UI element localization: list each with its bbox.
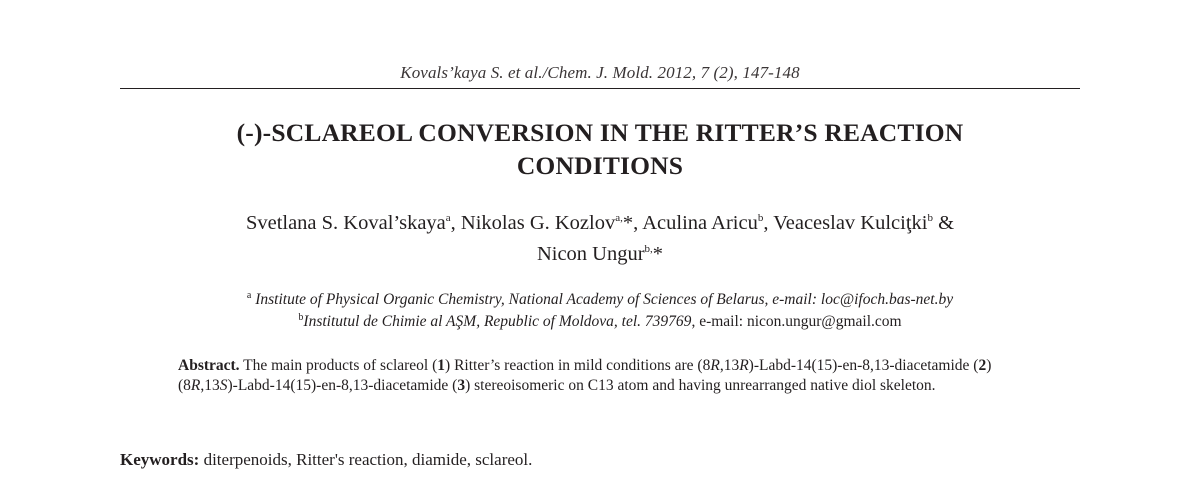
author-name: Nikolas G. Kozlov	[460, 212, 616, 234]
title-line-2: CONDITIONS	[516, 151, 684, 180]
author-separator: ,	[633, 212, 643, 234]
abstract-text: ) stereoisomeric on C13 atom and having unrearranged native diol skeleton.	[465, 376, 936, 394]
corresponding-mark: *	[652, 243, 664, 265]
corresponding-mark: *	[622, 212, 634, 234]
author-affil-mark: a,	[615, 212, 623, 224]
abstract-text: ) Ritter’s reaction in mild conditions are (8	[445, 357, 711, 374]
stereo-descriptor: R	[710, 357, 720, 374]
author-koval-skaya	[246, 212, 451, 234]
affiliation-text: Institute of Physical Organic Chemistry, National Academy of Sciences of Belarus, e-mail: loc@ifoch.bas-net.by	[255, 291, 954, 308]
author-kozlov	[461, 212, 633, 234]
author-name: Aculina Aricu	[642, 212, 758, 234]
abstract-text: )-Labd-14(15)-en-8,13-diacetamide (	[227, 376, 458, 394]
running-head: Kovals’kaya S. et al./Chem. J. Mold. 2012, 7 (2), 147-148	[400, 63, 800, 82]
abstract-text: ,13	[719, 357, 740, 374]
author-name: Veaceslav Kulciţki	[773, 212, 928, 234]
paper-title	[120, 116, 1080, 182]
keywords-text: diterpenoids, Ritter's reaction, diamide, sclareol.	[199, 450, 533, 469]
abstract	[178, 356, 1028, 395]
abstract-text: The main products of sclareol (	[239, 357, 438, 374]
affiliation-email: , e-mail: nicon.ungur@gmail.com	[691, 313, 902, 330]
keywords	[120, 449, 1080, 471]
author-separator: ,	[763, 212, 774, 234]
abstract-label: Abstract.	[178, 357, 240, 374]
stereo-descriptor: R	[190, 376, 201, 394]
abstract-text: ) (8	[178, 357, 992, 394]
affiliation-b	[120, 311, 1080, 333]
stereo-descriptor: R	[739, 357, 749, 374]
author-name: Nicon Ungur	[536, 243, 645, 265]
author-name: Svetlana S. Koval’skaya	[245, 212, 446, 234]
affiliation-mark: a	[246, 290, 252, 301]
abstract-text: )-Labd-14(15)-en-8,13-diacetamide (	[748, 357, 979, 374]
title-line-1: (-)-SCLAREOL CONVERSION IN THE RITTER’S REACTION	[236, 118, 964, 147]
stereo-descriptor: S	[219, 376, 228, 394]
author-affil-mark: b	[927, 212, 933, 224]
affiliations	[120, 289, 1080, 333]
abstract-text: ,13	[200, 376, 220, 394]
author-kulcitki	[773, 212, 933, 234]
affiliation-mark: b	[298, 312, 304, 323]
author-aricu	[642, 212, 763, 234]
compound-number: 2	[978, 357, 987, 374]
author-affil-mark: b	[757, 212, 764, 224]
affiliation-a	[120, 289, 1080, 311]
author-ungur	[537, 243, 663, 265]
author-separator: ,	[450, 212, 461, 234]
author-affil-mark: b,	[644, 243, 653, 255]
author-list	[120, 208, 1080, 270]
compound-number: 3	[457, 376, 466, 394]
compound-number: 1	[437, 357, 446, 374]
header-rule	[120, 88, 1080, 89]
author-affil-mark: a	[445, 212, 451, 224]
keywords-label: Keywords:	[120, 450, 200, 469]
author-separator: &	[932, 212, 955, 234]
affiliation-text: Institutul de Chimie al AŞM, Republic of Moldova, tel. 739769	[303, 313, 692, 330]
